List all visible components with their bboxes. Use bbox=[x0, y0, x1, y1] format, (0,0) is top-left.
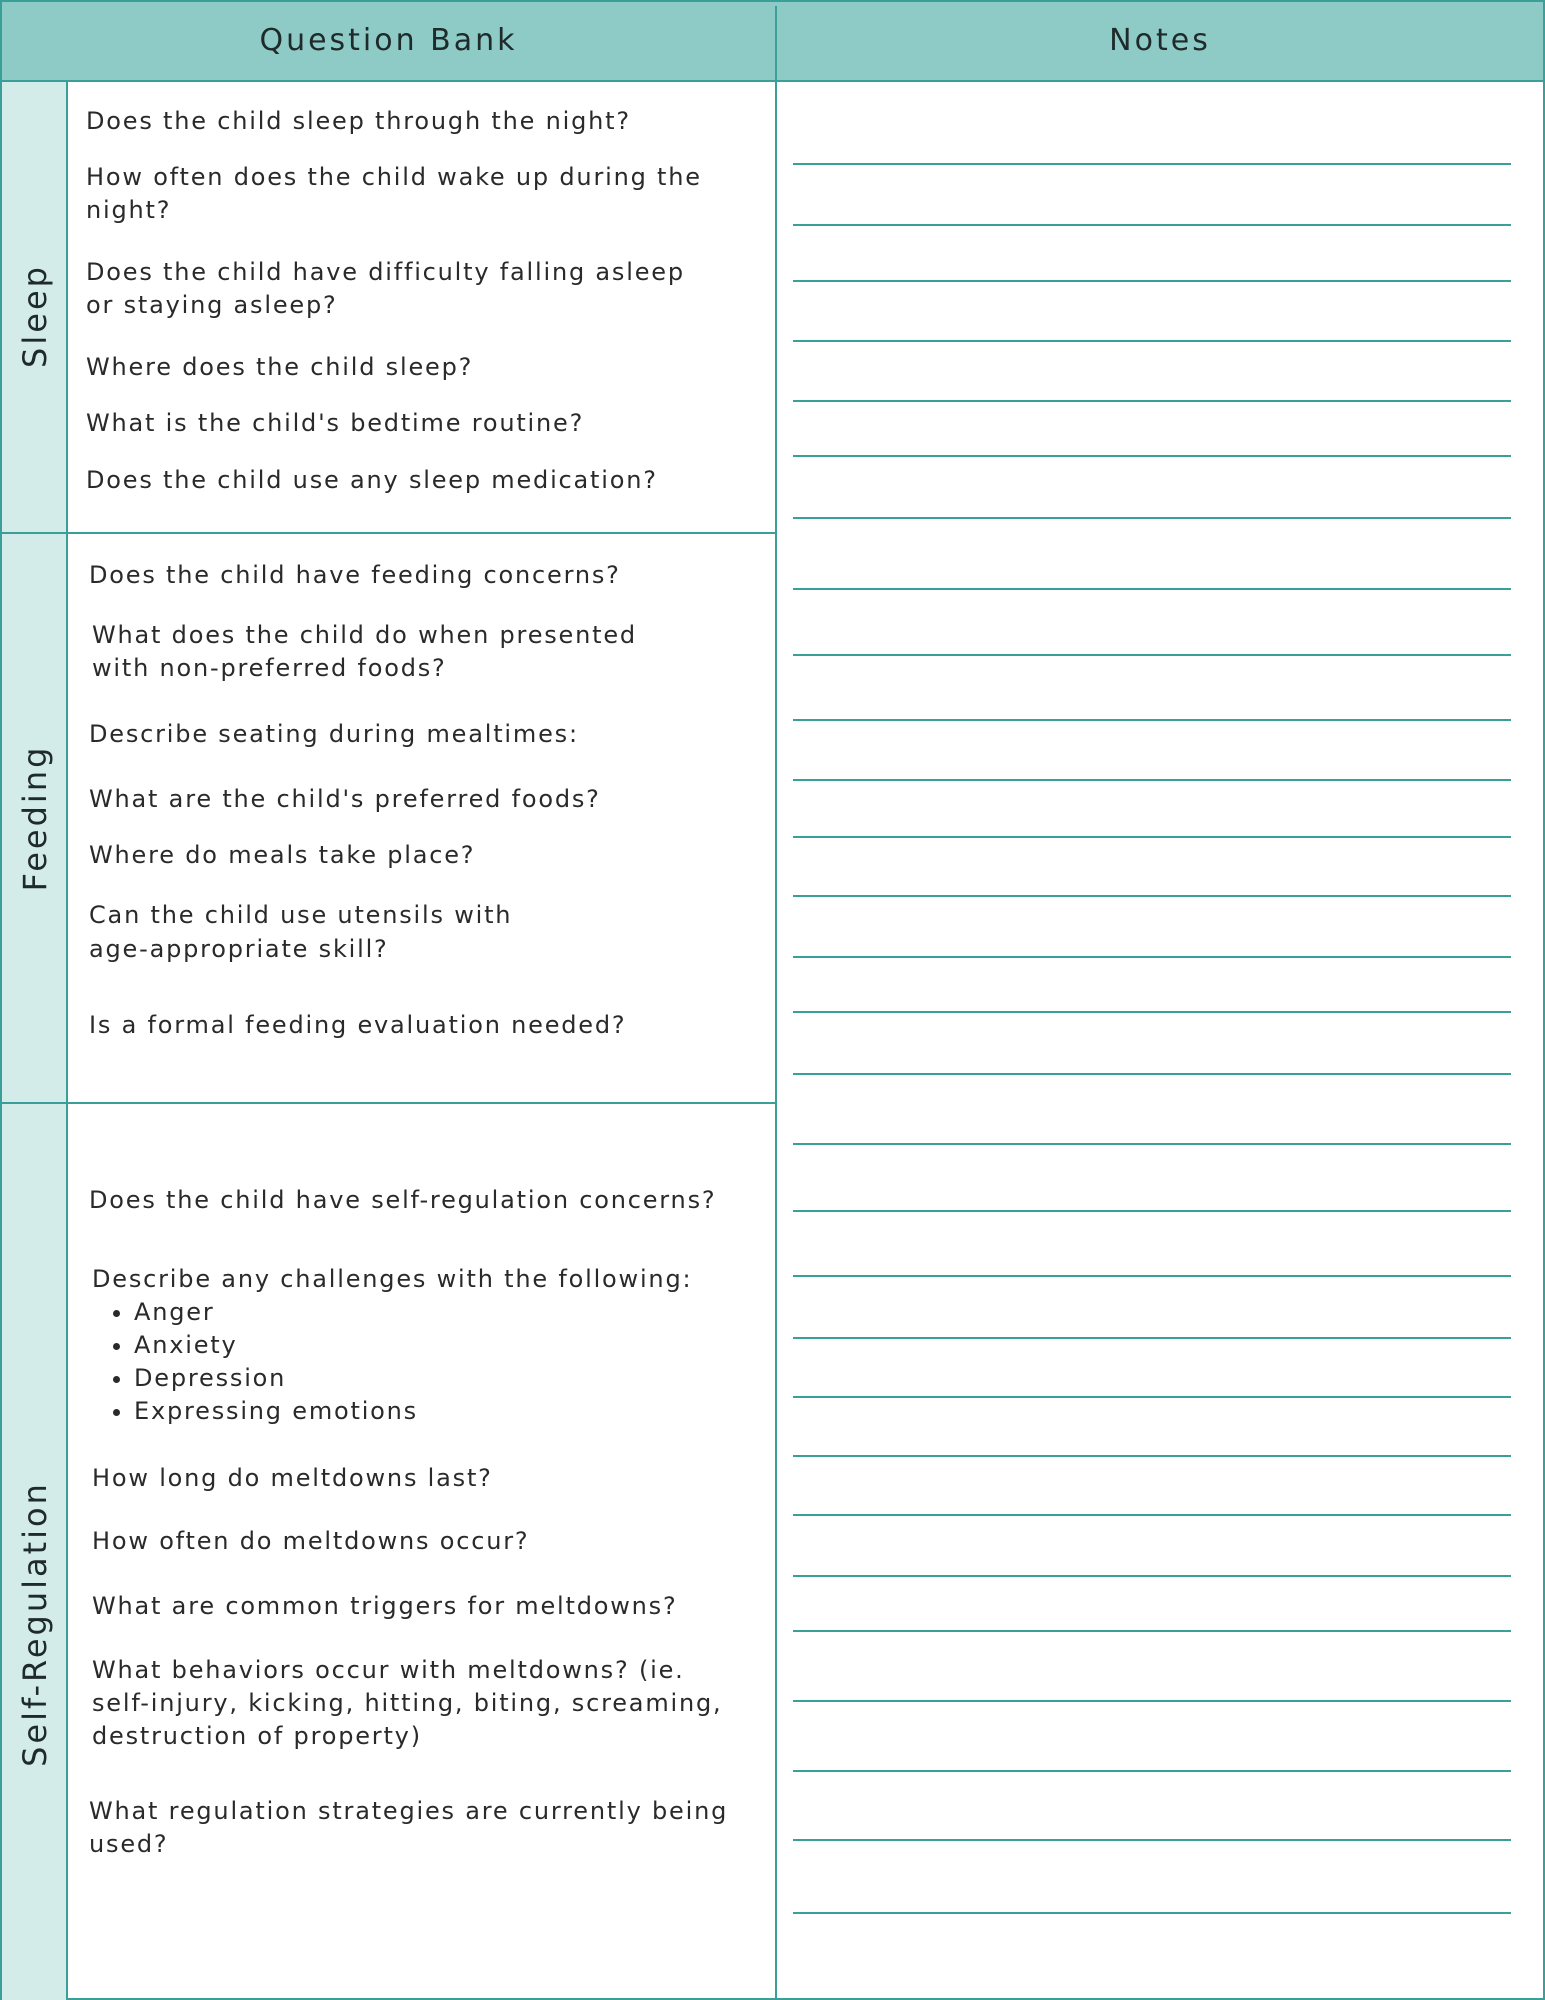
note-line bbox=[793, 1839, 1511, 1841]
question-item: Does the child have difficulty falling asleep bbox=[86, 258, 685, 286]
self-regulation-label: Self-Regulation bbox=[16, 1480, 54, 1767]
question-item: How often do meltdowns occur? bbox=[92, 1527, 530, 1555]
feeding-label: Feeding bbox=[16, 744, 54, 892]
note-line bbox=[793, 1011, 1511, 1013]
note-line bbox=[793, 340, 1511, 342]
list-item: • Anger bbox=[134, 1296, 418, 1329]
question-item: age-appropriate skill? bbox=[89, 935, 389, 963]
note-line bbox=[793, 588, 1511, 590]
note-line bbox=[793, 1912, 1511, 1914]
question-item: destruction of property) bbox=[92, 1722, 422, 1750]
note-line bbox=[793, 1073, 1511, 1075]
challenge-list bbox=[94, 1296, 418, 1428]
sleep-label-column bbox=[2, 82, 68, 532]
question-item: Describe any challenges with the following: bbox=[92, 1265, 693, 1293]
question-item: with non-preferred foods? bbox=[92, 654, 447, 682]
note-line bbox=[793, 1770, 1511, 1772]
question-item: Does the child have self-regulation concerns? bbox=[89, 1186, 717, 1214]
note-line bbox=[793, 1700, 1511, 1702]
notes-heading: Notes bbox=[1109, 23, 1211, 58]
sleep-label: Sleep bbox=[16, 264, 54, 368]
question-item: Where does the child sleep? bbox=[86, 353, 474, 381]
question-item: How long do meltdowns last? bbox=[92, 1464, 493, 1492]
self-regulation-section bbox=[2, 1104, 775, 2000]
question-item: Is a formal feeding evaluation needed? bbox=[89, 1011, 627, 1039]
note-line bbox=[793, 163, 1511, 165]
question-item: What does the child do when presented bbox=[92, 621, 637, 649]
question-item: What is the child's bedtime routine? bbox=[86, 409, 585, 437]
note-line bbox=[793, 1630, 1511, 1632]
question-item: What are common triggers for meltdowns? bbox=[92, 1592, 678, 1620]
note-line bbox=[793, 1396, 1511, 1398]
question-bank-heading: Question Bank bbox=[259, 23, 518, 58]
question-item: Can the child use utensils with bbox=[89, 901, 513, 929]
note-line bbox=[793, 1210, 1511, 1212]
note-line bbox=[793, 836, 1511, 838]
note-line bbox=[793, 779, 1511, 781]
note-line bbox=[793, 956, 1511, 958]
question-item: used? bbox=[89, 1830, 169, 1858]
note-line bbox=[793, 1455, 1511, 1457]
note-line bbox=[793, 400, 1511, 402]
question-item: Does the child use any sleep medication? bbox=[86, 466, 658, 494]
note-line bbox=[793, 719, 1511, 721]
list-item: • Expressing emotions bbox=[134, 1395, 418, 1428]
question-item: Where do meals take place? bbox=[89, 841, 476, 869]
question-item: What regulation strategies are currently being bbox=[89, 1797, 729, 1825]
list-item: • Depression bbox=[134, 1362, 418, 1395]
question-item: How often does the child wake up during the bbox=[86, 163, 702, 191]
note-line bbox=[793, 1143, 1511, 1145]
self-regulation-label-column bbox=[2, 1104, 68, 2000]
question-item: night? bbox=[86, 196, 172, 224]
question-item: self-injury, kicking, hitting, biting, screaming, bbox=[92, 1689, 723, 1717]
note-line bbox=[793, 895, 1511, 897]
question-item: Does the child have feeding concerns? bbox=[89, 561, 621, 589]
note-line bbox=[793, 1575, 1511, 1577]
note-line bbox=[793, 1275, 1511, 1277]
note-line bbox=[793, 224, 1511, 226]
question-item: What are the child's preferred foods? bbox=[89, 785, 601, 813]
column-divider bbox=[775, 6, 777, 1998]
note-line bbox=[793, 455, 1511, 457]
question-item: or staying asleep? bbox=[86, 291, 338, 319]
note-line bbox=[793, 280, 1511, 282]
list-item: • Anxiety bbox=[134, 1329, 418, 1362]
feeding-section bbox=[2, 534, 775, 1104]
note-line bbox=[793, 1337, 1511, 1339]
note-line bbox=[793, 1514, 1511, 1516]
question-item: What behaviors occur with meltdowns? (ie. bbox=[92, 1656, 685, 1684]
note-line bbox=[793, 654, 1511, 656]
table-header bbox=[2, 2, 1543, 82]
question-item: Does the child sleep through the night? bbox=[86, 107, 631, 135]
question-item: Describe seating during mealtimes: bbox=[89, 720, 579, 748]
sleep-section bbox=[2, 82, 775, 534]
note-line bbox=[793, 517, 1511, 519]
feeding-label-column bbox=[2, 534, 68, 1102]
